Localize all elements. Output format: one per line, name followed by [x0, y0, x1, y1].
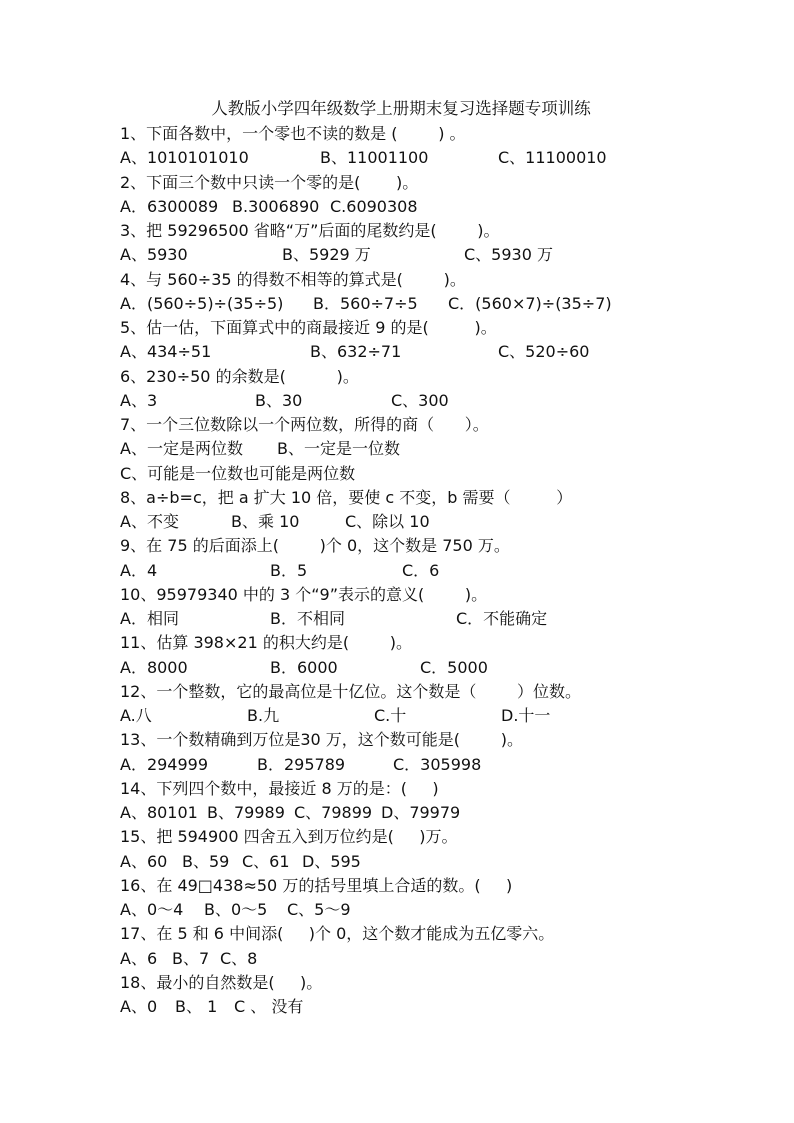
answer-options-row: [120, 559, 760, 583]
answer-option: A、80101: [120, 803, 198, 822]
answer-option: C、8: [220, 948, 258, 968]
answer-options-row: [120, 753, 760, 777]
answer-option: C、5～9: [287, 900, 351, 919]
answer-options-row: [120, 146, 760, 170]
answer-option: A.八: [120, 706, 152, 725]
answer-options-row: [120, 292, 760, 316]
answer-option: B.3006890: [232, 196, 320, 216]
answer-option: C．6: [402, 560, 440, 580]
answer-option: B、 1: [175, 997, 218, 1016]
question-text: 7、一个三位数除以一个两位数，所得的商（ ）。: [120, 415, 489, 434]
question-text: 17、在 5 和 6 中间添( )个 0，这个数才能成为五亿零六。: [120, 924, 555, 944]
answer-option: C.十: [374, 706, 407, 725]
question-text: 10、95979340 中的 3 个“9”表示的意义( )。: [120, 584, 488, 604]
answer-option: A．294999: [120, 754, 209, 774]
question-text: 13、一个数精确到万位是30 万，这个数可能是( )。: [120, 730, 523, 750]
question-text: 4、与 560÷35 的得数不相等的算式是( )。: [120, 269, 466, 289]
question-text: C、可能是一位数也可能是两位数: [120, 463, 356, 483]
answer-options-row: [120, 607, 760, 631]
question-text: 3、把 59296500 省略“万”后面的尾数约是( )。: [120, 221, 500, 240]
answer-option: B、乘 10: [231, 512, 300, 531]
answer-option: C．(560×7)÷(35÷7): [448, 293, 612, 313]
answer-option: B．6000: [270, 657, 338, 677]
answer-option: A、6: [120, 948, 158, 968]
question-text: 8、a÷b=c，把 a 扩大 10 倍，要使 c 不变，b 需要（ ）: [120, 487, 573, 507]
answer-option: A、5930: [120, 245, 188, 265]
answer-option: A．相同: [120, 609, 179, 628]
answer-option: C、11100010: [498, 148, 607, 168]
answer-option: A、434÷51: [120, 342, 212, 362]
answer-option: B．不相同: [270, 609, 345, 628]
answer-option: C．305998: [393, 754, 482, 774]
answer-options-row: [120, 704, 760, 728]
question-text: 2、下面三个数中只读一个零的是( )。: [120, 172, 419, 192]
answer-option: B、11001100: [320, 148, 429, 168]
answer-option: A、3: [120, 390, 158, 410]
question-text: 11、估算 398×21 的积大约是( )。: [120, 633, 413, 653]
answer-options-row: [120, 898, 760, 922]
answer-option: D、595: [302, 851, 361, 871]
answer-option: B．5: [270, 560, 308, 580]
answer-option: B、59: [182, 851, 230, 871]
answer-option: B、30: [255, 390, 303, 410]
answer-option: D、79979: [381, 803, 461, 822]
answer-option: A．4: [120, 560, 158, 580]
answer-options-row: [120, 195, 760, 219]
answer-option: A．8000: [120, 657, 188, 677]
answer-option: C、520÷60: [498, 342, 590, 362]
answer-option: B．295789: [257, 754, 346, 774]
answer-options-row: [120, 243, 760, 267]
question-text: 12、一个整数，它的最高位是十亿位。这个数是（ ）位数。: [120, 681, 582, 701]
answer-option: B、0～5: [204, 900, 268, 919]
answer-option: B、632÷71: [310, 342, 402, 362]
answer-option: C．5000: [420, 657, 488, 677]
answer-option: C、79899: [294, 803, 373, 822]
answer-option: B、79989: [207, 803, 285, 822]
answer-options-row: [120, 995, 760, 1019]
answer-option: A、0: [120, 997, 158, 1016]
answer-option: D.十一: [501, 706, 551, 725]
question-text: 14、下列四个数中，最接近 8 万的是：( ): [120, 778, 439, 798]
question-text: 6、230÷50 的余数是( )。: [120, 366, 359, 386]
question-text: 16、在 49□438≈50 万的括号里填上合适的数。( ): [120, 875, 513, 895]
answer-option: A．6300089: [120, 196, 219, 216]
question-text: 1、下面各数中，一个零也不读的数是 ( ) 。: [120, 124, 466, 143]
answer-option: B.九: [247, 706, 280, 725]
answer-option: C、除以 10: [345, 512, 430, 531]
answer-option: C、300: [391, 390, 449, 410]
answer-option: A、60: [120, 851, 168, 871]
question-text: 5、估一估，下面算式中的商最接近 9 的是( )。: [120, 318, 497, 337]
answer-options-row: [120, 389, 760, 413]
answer-option: B、一定是一位数: [277, 439, 400, 459]
question-list: [120, 122, 760, 1019]
page-title: 人教版小学四年级数学上册期末复习选择题专项训练: [211, 99, 591, 118]
answer-options-row: [120, 947, 760, 971]
answer-option: B、5929 万: [282, 245, 371, 265]
answer-options-row: [120, 340, 760, 364]
answer-option: B、7: [172, 948, 210, 968]
answer-options-row: [120, 656, 760, 680]
question-text: 9、在 75 的后面添上( )个 0，这个数是 750 万。: [120, 536, 510, 556]
answer-option: C．不能确定: [456, 609, 548, 628]
answer-option: A．(560÷5)÷(35÷5): [120, 293, 284, 313]
answer-option: C.6090308: [330, 196, 418, 216]
answer-options-row: [120, 801, 760, 825]
answer-option: A、一定是两位数: [120, 439, 243, 459]
answer-option: A、1010101010: [120, 148, 249, 168]
answer-option: C、61: [242, 851, 290, 871]
answer-option: B．560÷7÷5: [313, 293, 418, 313]
answer-options-row: [120, 850, 760, 874]
answer-option: A、不变: [120, 512, 179, 531]
answer-option: A、0～4: [120, 900, 184, 919]
answer-option: C、5930 万: [464, 245, 553, 265]
answer-option: C 、 没有: [234, 997, 304, 1016]
answer-options-row: [120, 510, 760, 534]
question-text: 15、把 594900 四舍五入到万位约是( )万。: [120, 827, 458, 847]
question-text: 18、最小的自然数是( )。: [120, 972, 323, 992]
answer-options-row: [120, 437, 760, 461]
